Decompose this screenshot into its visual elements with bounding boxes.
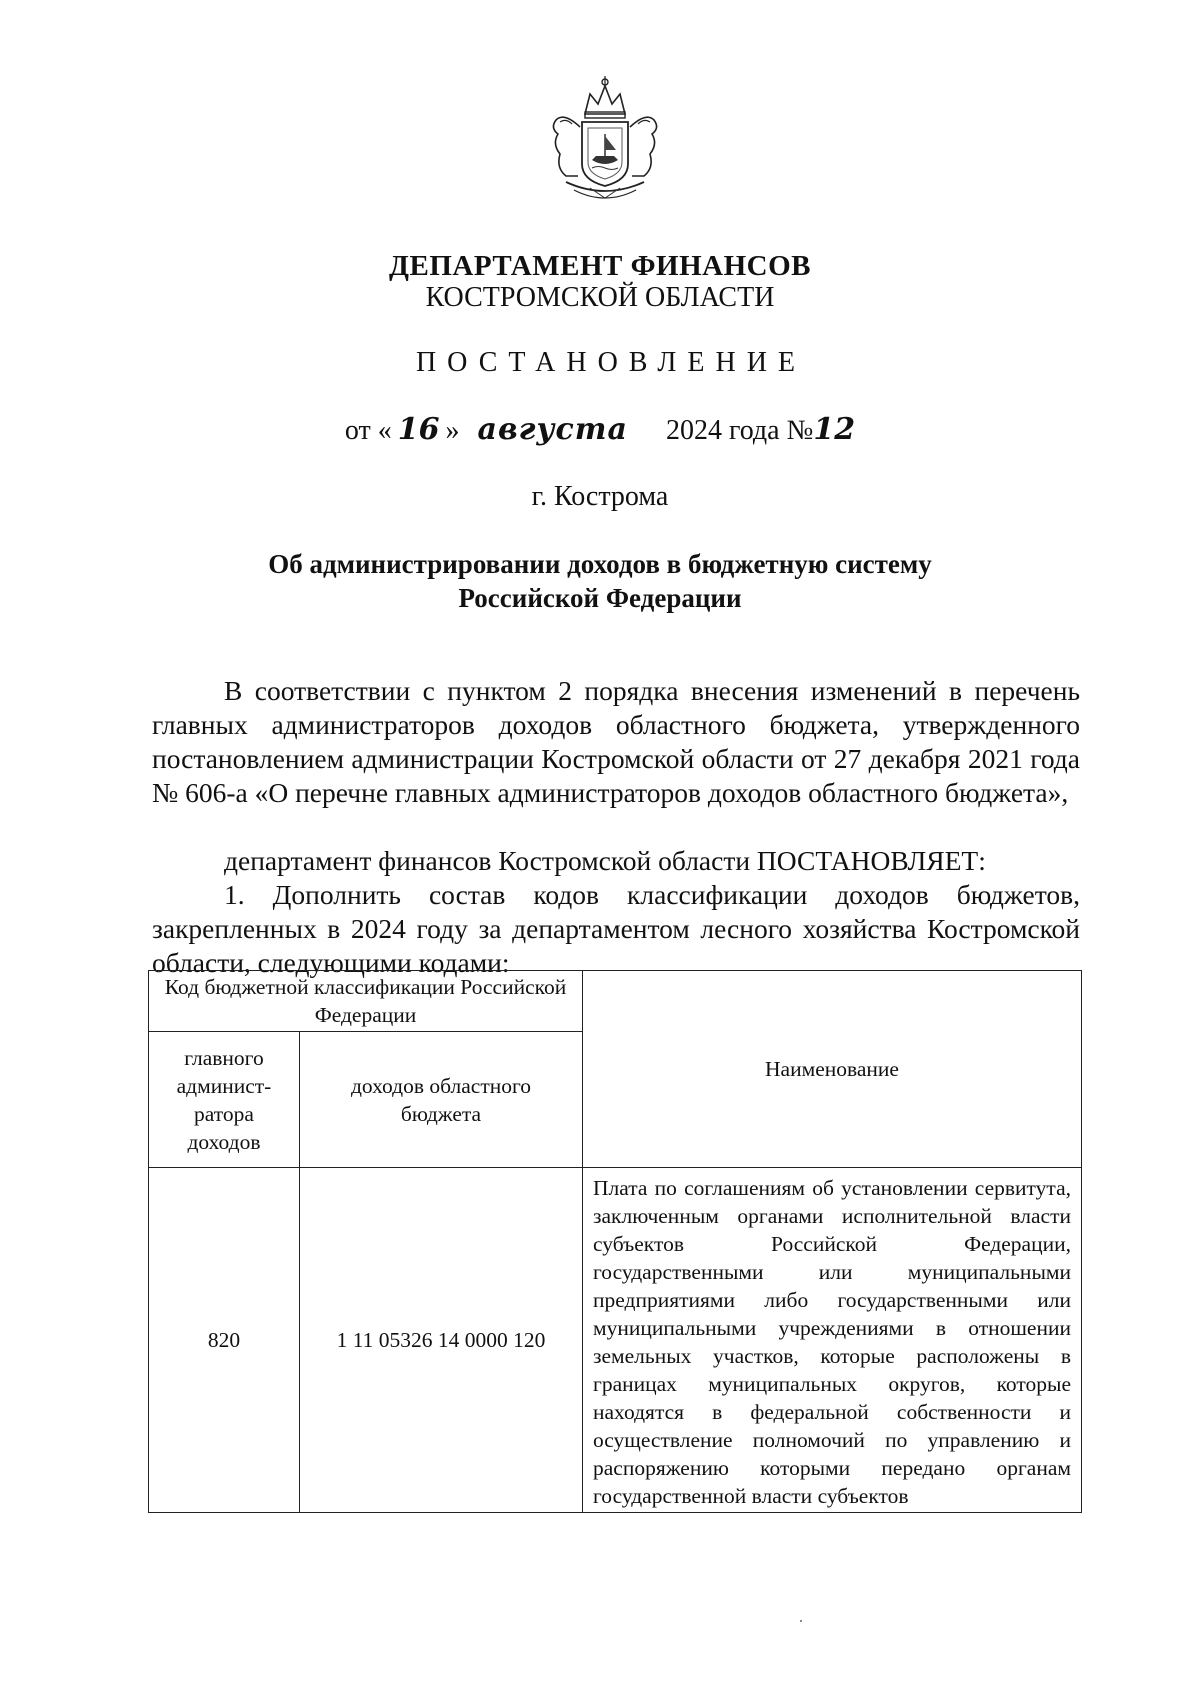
handwritten-number: 12	[813, 412, 856, 447]
table-row	[149, 1168, 1082, 1513]
header-regional-budget-code: доходов областного бюджета	[300, 1032, 583, 1168]
cell-description: Плата по соглашениям об установлении сервитута, заключенным органами исполнительной власти субъектов Российской Федерации, государственными или муниципальными предприятиями либо государственными или муниципальными учреждениями в отношении земельных участков, которые расположены в границах муниципальных округов, которые находятся в федеральной собственности и осуществление полномочий по управлению и распоряжению которыми передано органам государственной власти субъектов	[583, 1168, 1082, 1513]
header-main-administrator: главного админист-ратора доходов	[149, 1032, 300, 1168]
date-prefix: от «	[344, 415, 392, 446]
header-budget-classification: Код бюджетной классификации Российской Федерации	[149, 971, 583, 1032]
city-name: г. Кострома	[531, 481, 669, 512]
handwritten-day: 16	[397, 412, 440, 447]
department-name-line1: ДЕПАРТАМЕНТ ФИНАНСОВ	[389, 250, 811, 282]
cell-admin-code: 820	[149, 1168, 300, 1513]
document-type-title: ПОСТАНОВЛЕНИЕ	[415, 347, 807, 378]
cell-budget-code: 1 11 05326 14 0000 120	[300, 1168, 583, 1513]
document-date-line	[0, 412, 1200, 447]
body-paragraph-1: В соответствии с пунктом 2 порядка внесения изменений в перечень главных администраторов доходов областного бюджета, утвержденного постановлением администрации Костромской области от 27 декабря 2021 года № 606-а «О перечне главных администраторов доходов областного бюджета»,	[152, 675, 1080, 808]
subject-line1: Об администрировании доходов в бюджетную систему	[268, 549, 932, 579]
table-header-row	[149, 971, 1082, 1032]
body-paragraph-2: департамент финансов Костромской области ПОСТАНОВЛЯЕТ:	[224, 845, 986, 876]
department-name-line2: КОСТРОМСКОЙ ОБЛАСТИ	[425, 282, 775, 313]
date-year-text: 2024 года №	[665, 415, 814, 446]
date-close-quote: »	[445, 415, 460, 446]
scan-dot	[800, 1620, 802, 1622]
header-name: Наименование	[583, 971, 1082, 1168]
subject-line2: Российской Федерации	[458, 583, 742, 613]
budget-codes-table	[148, 970, 1082, 1513]
handwritten-month: августа	[477, 412, 628, 447]
document-subject	[0, 547, 1200, 615]
coat-of-arms-emblem	[530, 72, 680, 212]
body-paragraph-3: 1. Дополнить состав кодов классификации доходов бюджетов, закрепленных в 2024 году за департаментом лесного хозяйства Костромской области, следующими кодами:	[152, 879, 1080, 978]
